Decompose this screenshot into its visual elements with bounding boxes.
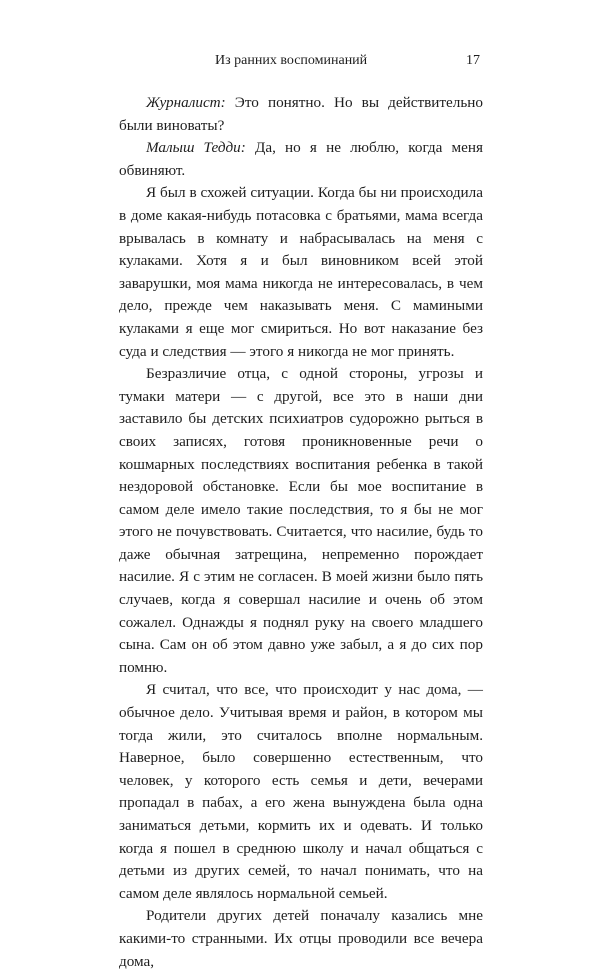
- speaker-label: Малыш Тедди:: [146, 139, 246, 157]
- speaker-label: Журналист:: [146, 94, 226, 111]
- dialogue-text: Это понятно. Но вы действительно были виноваты?: [119, 94, 483, 134]
- running-title: Из ранних воспоминаний: [215, 53, 368, 68]
- paragraph: Родители других детей поначалу казались мне какими-то странными. Их отцы проводили все вечера дома,: [119, 907, 483, 970]
- dialogue-line-teddy: [119, 137, 483, 182]
- paragraph: Я был в схожей ситуации. Когда бы ни происходила в доме какая-нибудь потасовка с братьями, мама всегда врывалась в комнату и набрасывалась на меня с кулаками. Хотя я и был виновником всей этой заварушки, моя мама никогда не интересовалась, в чем дело, прежде чем наказывать меня. С мамиными кулаками я еще мог смириться. Но вот наказание без суда и следствия — этого я никогда не мог принять.: [119, 184, 483, 360]
- page-header: [119, 53, 480, 75]
- dialogue-text: Да, но я не люблю, когда меня обвиняют.: [119, 139, 483, 179]
- dialogue-line-journalist: [119, 92, 483, 137]
- paragraph: Я считал, что все, что происходит у нас дома, — обычное дело. Учитывая время и район, в котором мы тогда жили, это считалось вполне нормальным. Наверное, было совершенно естественным, что человек, у которого есть семья и дети, вечерами пропадал в пабах, а его жена вынуждена была одна заниматься детьми, кормить их и одевать. И только когда я пошел в среднюю школу и начал общаться с детьми из других семей, то начал понимать, что на самом деле являлось нормальной семьей.: [119, 681, 483, 902]
- page-body: [119, 92, 483, 973]
- page-number: 17: [466, 53, 480, 68]
- paragraph: Безразличие отца, с одной стороны, угрозы и тумаки матери — с другой, все это в наши дни заставило бы детских психиатров судорожно рыться в своих записях, готовя проникновенные речи о кошмарных последствиях воспитания ребенка в такой нездоровой обстановке. Если бы мое воспитание в самом деле имело такие последствия, то я бы не мог этого не почувствовать. Считается, что насилие, будь то даже обычная затрещина, непременно порождает насилие. Я с этим не согласен. В моей жизни было пять случаев, когда я совершал насилие и очень об этом сожалел. Однажды я поднял руку на своего младшего сына. Сам он об этом давно уже забыл, а я до сих пор помню.: [119, 365, 483, 676]
